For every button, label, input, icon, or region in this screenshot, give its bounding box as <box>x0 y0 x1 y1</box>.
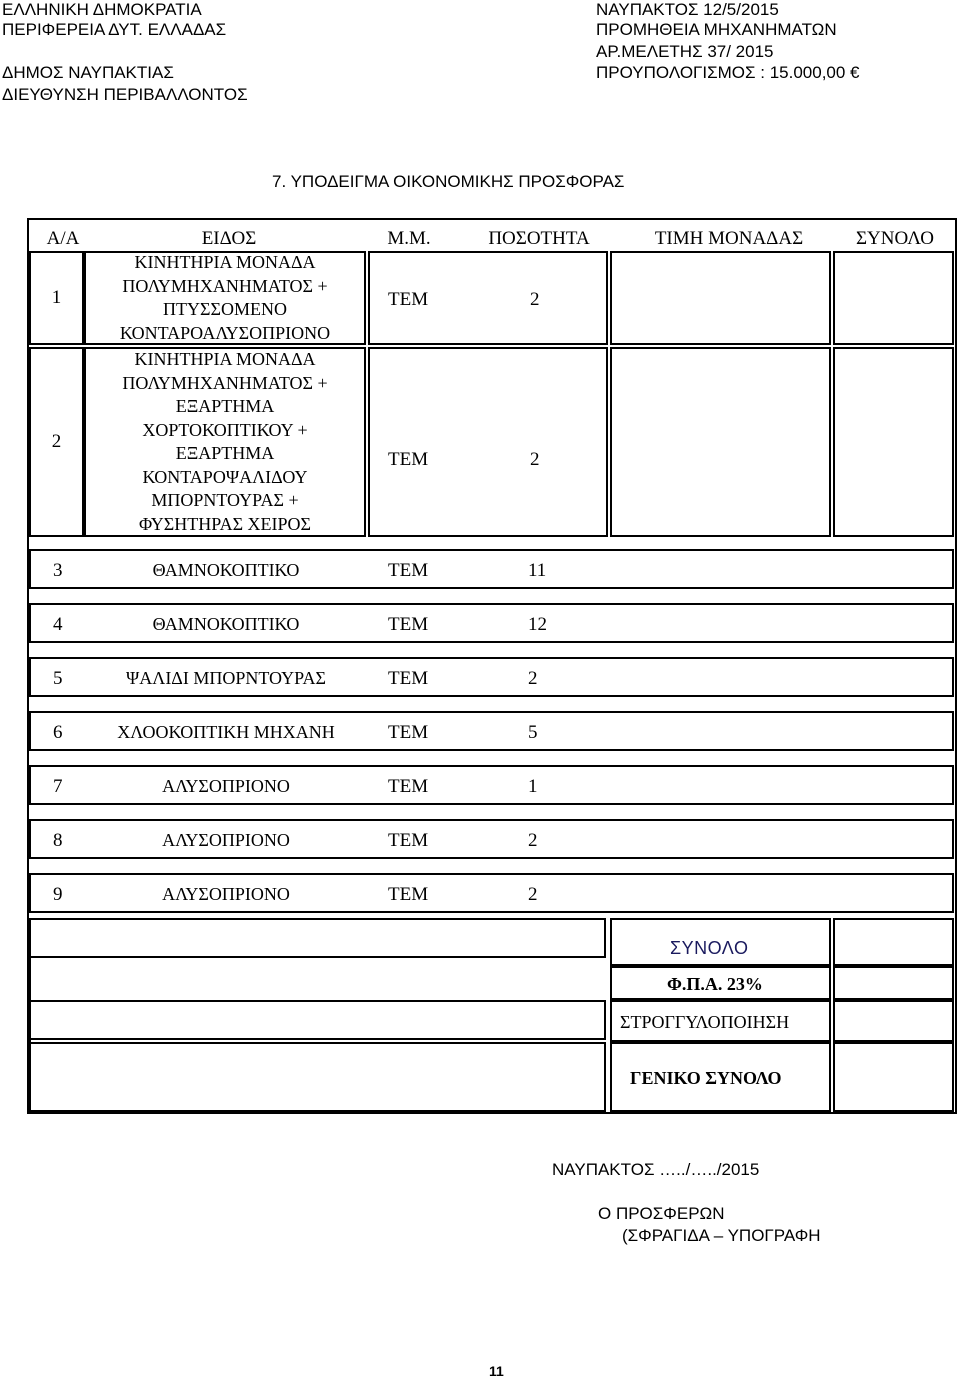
footer-place-date: ΝΑΥΠΑΚΤΟΣ …../…../2015 <box>552 1160 760 1179</box>
table-row <box>29 765 954 805</box>
row-2-aa: 2 <box>29 347 84 537</box>
row-2-timi[interactable] <box>610 347 831 537</box>
row-2-mm-qty: ΤΕΜ 2 <box>368 347 608 537</box>
row-aa: 4 <box>53 614 63 635</box>
row-eidos: ΧΛΟΟΚΟΠΤΙΚΗ ΜΗΧΑΝΗ <box>117 722 335 742</box>
row-eidos: ΨΑΛΙΔΙ ΜΠΟΡΝΤΟΥΡΑΣ <box>125 668 327 688</box>
header-aa: Α/Α <box>46 228 80 249</box>
header-left-line-3: ΔΗΜΟΣ ΝΑΥΠΑΚΤΙΑΣ <box>2 63 174 82</box>
row-1-mm-qty: ΤΕΜ 2 <box>368 251 608 345</box>
row-eidos: ΘΑΜΝΟΚΟΠΤΙΚΟ <box>152 614 300 634</box>
row-1-eidos: ΚΙΝΗΤΗΡΙΑ ΜΟΝΑΔΑ ΠΟΛΥΜΗΧΑΝΗΜΑΤΟΣ + ΠΤΥΣΣΟΜΕΝΟ ΚΟΝΤΑΡΟΑΛΥΣΟΠΡΙΟΝΟ <box>84 251 366 345</box>
row-mm: ΤΕΜ <box>388 668 429 689</box>
header-mm: Μ.Μ. <box>387 228 431 249</box>
row-mm: ΤΕΜ <box>388 560 429 581</box>
table-row <box>29 603 954 643</box>
header-synolo: ΣΥΝΟΛΟ <box>855 228 935 249</box>
row-qty: 12 <box>528 614 547 635</box>
document-title: 7. ΥΠΟΔΕΙΓΜΑ ΟΙΚΟΝΟΜΙΚΗΣ ΠΡΟΣΦΟΡΑΣ <box>272 172 625 191</box>
row-eidos: ΑΛΥΣΟΠΡΙΟΝΟ <box>162 776 290 796</box>
footer-signature: (ΣΦΡΑΓΙΔΑ – ΥΠΟΓΡΑΦΗ <box>622 1226 821 1245</box>
summary-left-box-2 <box>29 1000 606 1040</box>
header-timi: ΤΙΜΗ ΜΟΝΑΔΑΣ <box>654 228 804 249</box>
header-left-line-1: ΕΛΛΗΝΙΚΗ ΔΗΜΟΚΡΑΤΙΑ <box>2 0 202 19</box>
row-mm: ΤΕΜ <box>388 830 429 851</box>
row-qty: 5 <box>528 722 538 743</box>
row-eidos: ΘΑΜΝΟΚΟΠΤΙΚΟ <box>152 560 300 580</box>
summary-fpa-value[interactable] <box>833 966 954 1000</box>
header-right-line-2: ΠΡΟΜΗΘΕΙΑ ΜΗΧΑΝΗΜΑΤΩΝ <box>596 20 837 39</box>
row-1-synolo[interactable] <box>833 251 954 345</box>
header-left-line-2: ΠΕΡΙΦΕΡΕΙΑ ΔΥΤ. ΕΛΛΑΔΑΣ <box>2 20 227 39</box>
summary-synolo-label: ΣΥΝΟΛΟ <box>610 918 831 966</box>
page-number: 11 <box>489 1363 504 1379</box>
header-right-line-4: ΠΡΟΥΠΟΛΟΓΙΣΜΟΣ : 15.000,00 € <box>596 63 860 82</box>
summary-left-box-1 <box>29 918 606 958</box>
row-qty: 11 <box>528 560 547 581</box>
table-row <box>29 549 954 589</box>
summary-left-box-3 <box>29 1042 606 1112</box>
row-aa: 8 <box>53 830 63 851</box>
row-mm: ΤΕΜ <box>388 722 429 743</box>
row-aa: 5 <box>53 668 63 689</box>
summary-fpa-label: Φ.Π.Α. 23% <box>610 966 831 1000</box>
row-1-timi[interactable] <box>610 251 831 345</box>
header-right-line-1: ΝΑΥΠΑΚΤΟΣ 12/5/2015 <box>596 0 779 19</box>
header-posotita: ΠΟΣΟΤΗΤΑ <box>488 228 590 249</box>
footer-offerer: Ο ΠΡΟΣΦΕΡΩΝ <box>598 1204 725 1223</box>
summary-stroggylopoiisi-value[interactable] <box>833 1000 954 1042</box>
row-aa: 3 <box>53 560 63 581</box>
table-row <box>29 873 954 913</box>
row-aa: 9 <box>53 884 63 905</box>
header-eidos: ΕΙΔΟΣ <box>201 228 257 249</box>
row-aa: 7 <box>53 776 63 797</box>
header-right-line-3: ΑΡ.ΜΕΛΕΤΗΣ 37/ 2015 <box>596 42 774 61</box>
table-row <box>29 657 954 697</box>
header-left-line-4: ΔΙΕΥΘΥΝΣΗ ΠΕΡΙΒΑΛΛΟΝΤΟΣ <box>2 85 248 104</box>
table-row <box>29 819 954 859</box>
row-eidos: ΑΛΥΣΟΠΡΙΟΝΟ <box>162 884 290 904</box>
row-mm: ΤΕΜ <box>388 884 429 905</box>
table-row <box>29 711 954 751</box>
row-eidos: ΑΛΥΣΟΠΡΙΟΝΟ <box>162 830 290 850</box>
summary-geniko-value[interactable] <box>833 1042 954 1112</box>
summary-synolo-value[interactable] <box>833 918 954 966</box>
row-qty: 2 <box>528 884 538 905</box>
row-qty: 1 <box>528 776 538 797</box>
row-aa: 6 <box>53 722 63 743</box>
summary-geniko-label: ΓΕΝΙΚΟ ΣΥΝΟΛΟ <box>610 1042 831 1112</box>
row-qty: 2 <box>528 668 538 689</box>
summary-stroggylopoiisi-label: ΣΤΡΟΓΓΥΛΟΠΟΙΗΣΗ <box>610 1000 831 1042</box>
row-2-eidos: ΚΙΝΗΤΗΡΙΑ ΜΟΝΑΔΑ ΠΟΛΥΜΗΧΑΝΗΜΑΤΟΣ + ΕΞΑΡΤΗΜΑ ΧΟΡΤΟΚΟΠΤΙΚΟΥ + ΕΞΑΡΤΗΜΑ ΚΟΝΤΑΡΟΨΑΛΙΔΟΥ ΜΠΟΡΝΤΟΥΡΑΣ + ΦΥΣΗΤΗΡΑΣ ΧΕΙΡΟΣ <box>84 347 366 537</box>
row-2-synolo[interactable] <box>833 347 954 537</box>
row-qty: 2 <box>528 830 538 851</box>
row-1-aa: 1 <box>29 251 84 345</box>
row-mm: ΤΕΜ <box>388 614 429 635</box>
row-mm: ΤΕΜ <box>388 776 429 797</box>
